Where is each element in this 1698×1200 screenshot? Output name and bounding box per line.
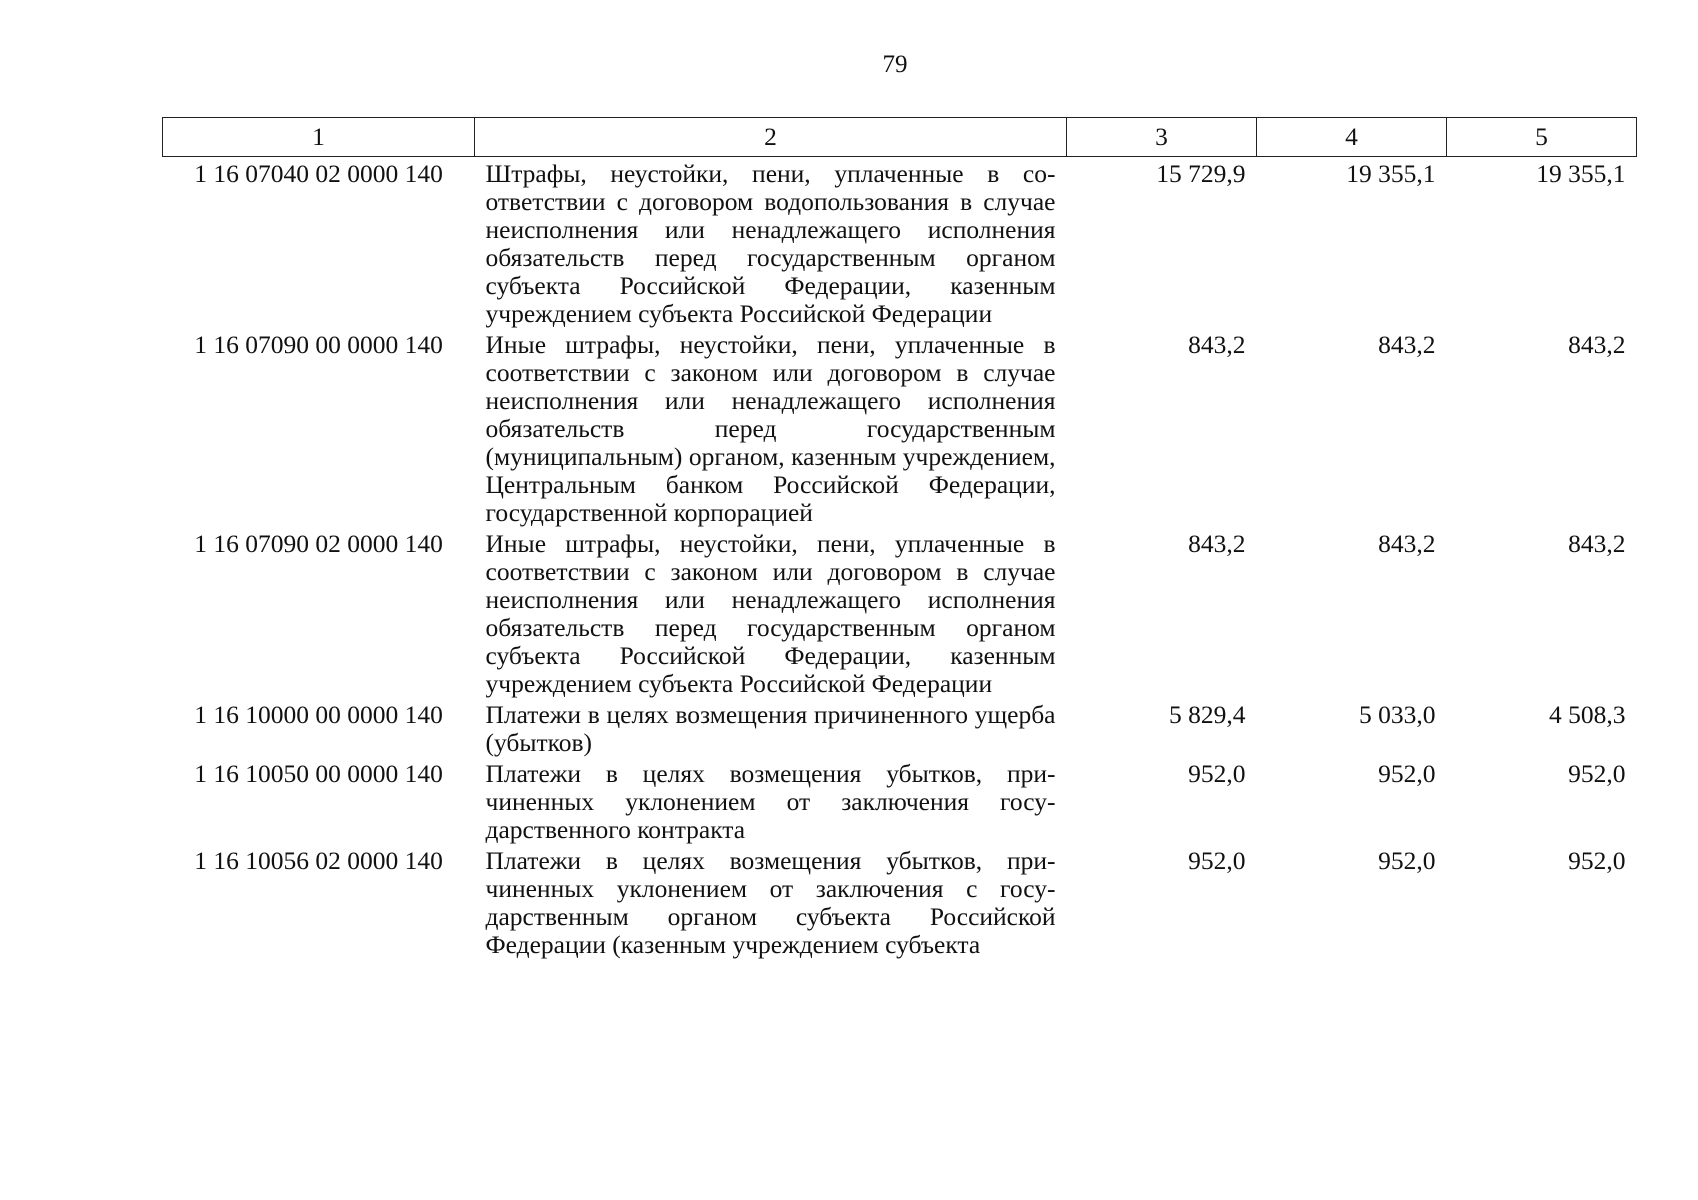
amount-col4: 19 355,1	[1346, 159, 1436, 188]
amount-col5: 952,0	[1568, 759, 1626, 788]
table-row	[163, 328, 1637, 527]
table-row	[163, 157, 1637, 329]
amount-col3: 843,2	[1188, 330, 1246, 359]
budget-code: 1 16 07090 02 0000 140	[194, 529, 443, 558]
revenue-description: Штрафы, неустойки, пени, уплаченные в соответствии с договором водопользования в случае неисполнения или ненадлежащего исполнения обязательств перед государственным органом субъекта Российской Федерации, казенным учреждением субъекта Российской Федерации	[485, 159, 1056, 328]
amount-col3: 15 729,9	[1156, 159, 1246, 188]
revenue-description: Платежи в целях возмещения убытков, причиненных уклонением от заключения с государственным органом субъекта Российской Федерации (казенным учреждением субъекта	[485, 846, 1056, 959]
amount-col4: 843,2	[1378, 330, 1436, 359]
amount-col5: 952,0	[1568, 846, 1626, 875]
amount-col3: 952,0	[1188, 759, 1246, 788]
budget-code: 1 16 10050 00 0000 140	[194, 759, 443, 788]
revenue-description: Иные штрафы, неустойки, пени, уплаченные в соответствии с законом или договором в случае неисполнения или ненадлежащего исполнения обязательств перед государственным органом субъекта Российской Федерации, казенным учреждением субъекта Российской Федерации	[485, 529, 1056, 698]
revenue-description: Платежи в целях возмещения убытков, причиненных уклонением от заключения государственного контракта	[485, 759, 1056, 844]
column-header-1: 1	[163, 118, 475, 157]
amount-col4: 952,0	[1378, 759, 1436, 788]
column-header-4: 4	[1257, 118, 1447, 157]
amount-col3: 843,2	[1188, 529, 1246, 558]
amount-col5: 4 508,3	[1549, 700, 1626, 729]
budget-code: 1 16 10056 02 0000 140	[194, 846, 443, 875]
amount-col3: 5 829,4	[1169, 700, 1246, 729]
amount-col5: 843,2	[1568, 529, 1626, 558]
column-header-3: 3	[1067, 118, 1257, 157]
table-body	[163, 157, 1637, 960]
budget-code: 1 16 07040 02 0000 140	[194, 159, 443, 188]
column-header-5: 5	[1447, 118, 1637, 157]
column-header-2: 2	[475, 118, 1067, 157]
table-row	[163, 698, 1637, 757]
amount-col4: 843,2	[1378, 529, 1436, 558]
table-row	[163, 757, 1637, 844]
header-row	[163, 118, 1637, 157]
budget-code: 1 16 10000 00 0000 140	[194, 700, 443, 729]
table-row	[163, 527, 1637, 698]
page-number: 79	[882, 51, 908, 78]
table-header	[163, 118, 1637, 157]
amount-col4: 5 033,0	[1359, 700, 1436, 729]
amount-col5: 19 355,1	[1536, 159, 1626, 188]
amount-col3: 952,0	[1188, 846, 1246, 875]
revenue-description: Иные штрафы, неустойки, пени, уплаченные в соответствии с законом или договором в случае неисполнения или ненадлежащего исполнения обязательств перед государственным (муниципальным) органом, казенным учреждением, Центральным банком Российской Федерации, государственной корпорацией	[485, 330, 1056, 527]
revenue-description: Платежи в целях возмещения причиненного ущерба (убытков)	[485, 700, 1056, 757]
amount-col4: 952,0	[1378, 846, 1436, 875]
budget-revenue-table	[162, 117, 1637, 959]
budget-code: 1 16 07090 00 0000 140	[194, 330, 443, 359]
table-row	[163, 844, 1637, 959]
amount-col5: 843,2	[1568, 330, 1626, 359]
